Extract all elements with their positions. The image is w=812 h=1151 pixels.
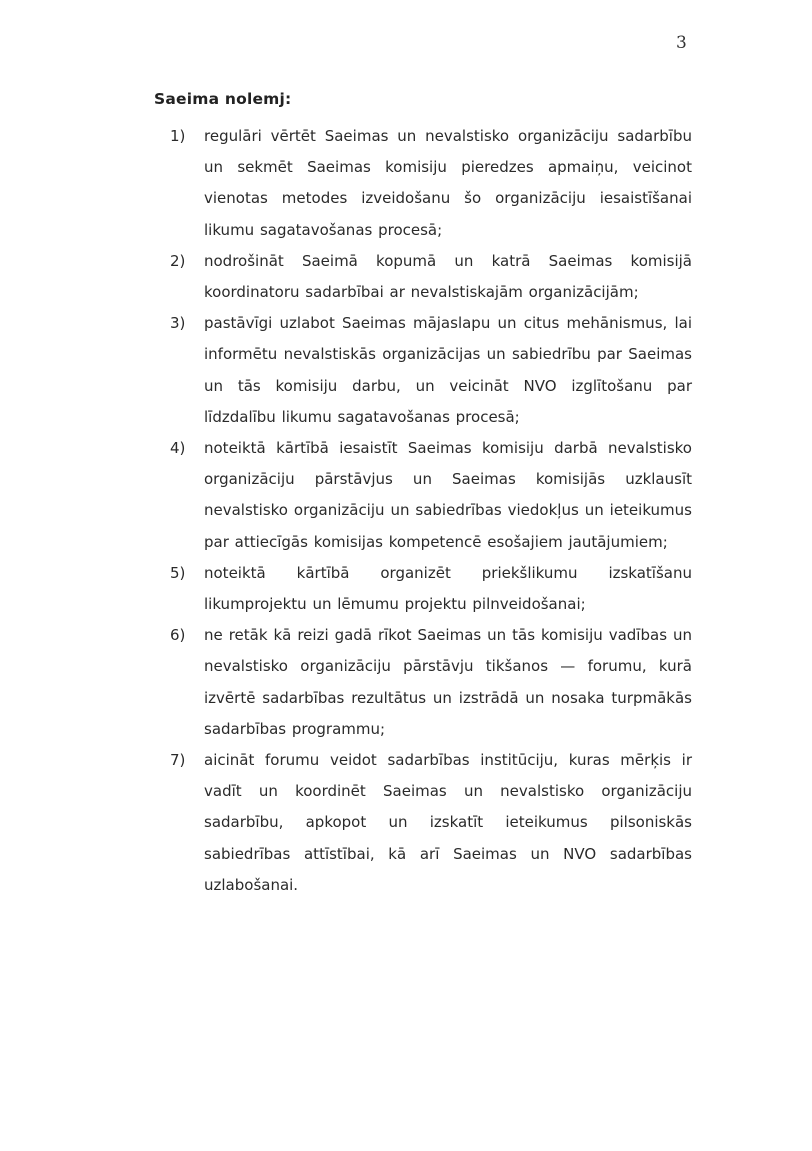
list-item-text: ne retāk kā reizi gadā rīkot Saeimas un tās komisiju vadības un nevalstisko organizāciju pārstāvju tikšanos — forumu, kurā izvērtē sadarbības rezultātus un izstrādā un nosaka turpmākās sadarbības programmu;: [204, 626, 692, 738]
resolution-list: [170, 121, 692, 901]
list-item: [170, 121, 692, 246]
list-item-number: 3): [170, 314, 186, 333]
list-item: [170, 433, 692, 558]
list-item: [170, 745, 692, 901]
list-item-number: 1): [170, 127, 186, 145]
list-item-text: nodrošināt Saeimā kopumā un katrā Saeimas komisijā koordinatoru sadarbībai ar nevalstiskajām organizācijām;: [204, 251, 692, 302]
list-item-text: pastāvīgi uzlabot Saeimas mājaslapu un citus mehānismus, lai informētu nevalstiskās organizācijas un sabiedrību par Saeimas un tās komisiju darbu, un veicināt NVO izglītošanu par līdzdalību likumu sagatavošanas procesā;: [204, 314, 692, 426]
resolution-heading: Saeima nolemj:: [154, 90, 292, 108]
list-item: [170, 558, 692, 620]
list-item-number: 6): [170, 626, 186, 645]
list-item-number: 4): [170, 439, 186, 458]
page-number: 3: [676, 33, 687, 53]
list-item-number: 7): [170, 751, 186, 770]
list-item-text: aicināt forumu veidot sadarbības institūciju, kuras mērķis ir vadīt un koordinēt Saeimas un nevalstisko organizāciju sadarbību, apkopot un izskatīt ieteikumus pilsoniskās sabiedrības attīstībai, kā arī Saeimas un NVO sadarbības uzlabošanai.: [204, 751, 692, 894]
list-item-number: 5): [170, 563, 186, 582]
list-item-text: regulāri vērtēt Saeimas un nevalstisko organizāciju sadarbību un sekmēt Saeimas komisiju pieredzes apmaiņu, veicinot vienotas metodes izveidošanu šo organizāciju iesaistīšanai likumu sagatavošanas procesā;: [204, 127, 692, 239]
list-item-number: 2): [170, 251, 186, 270]
list-item: [170, 620, 692, 745]
list-item-text: noteiktā kārtībā organizēt priekšlikumu izskatīšanu likumprojektu un lēmumu projektu pilnveidošanai;: [204, 563, 692, 614]
list-item: [170, 246, 692, 308]
list-item-text: noteiktā kārtībā iesaistīt Saeimas komisiju darbā nevalstisko organizāciju pārstāvjus un Saeimas komisijās uzklausīt nevalstisko organizāciju un sabiedrības viedokļus un ieteikumus par attiecīgās komisijas kompetencē esošajiem jautājumiem;: [204, 439, 692, 551]
list-item: [170, 308, 692, 433]
